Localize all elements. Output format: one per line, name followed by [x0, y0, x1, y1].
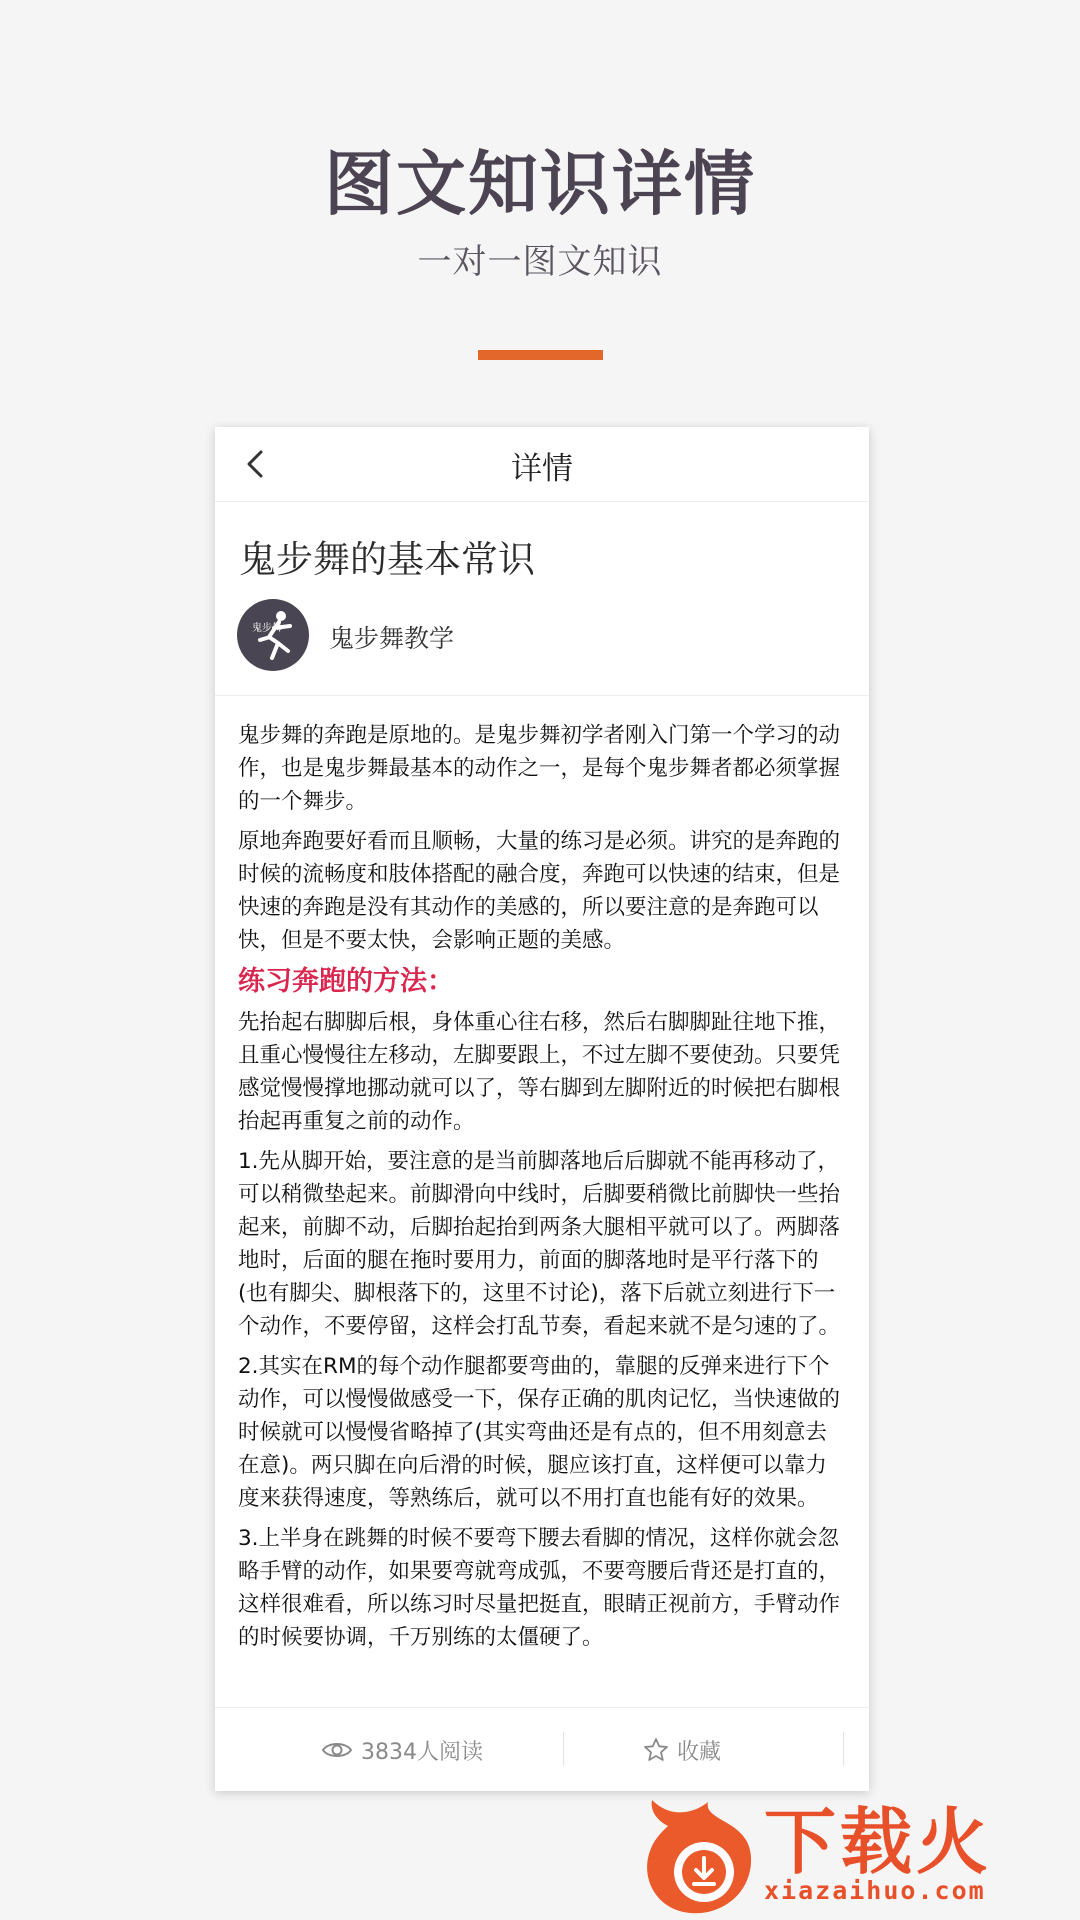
nav-title: 详情 — [511, 451, 573, 487]
article-body — [238, 719, 848, 1701]
favorite-button[interactable] — [643, 1708, 721, 1791]
article-title: 鬼步舞的基本常识 — [239, 538, 535, 581]
paragraph: 3.上半身在跳舞的时候不要弯下腰去看脚的情况，这样你就会忽略手臂的动作，如果要弯就弯成弧，不要弯腰后背还是打直的，这样很难看，所以练习时尽量把挺直，眼睛正视前方，手臂动作的时候要协调，千万别练的太僵硬了。 — [238, 1526, 841, 1650]
avatar[interactable] — [237, 599, 309, 671]
paragraph: 鬼步舞的奔跑是原地的。是鬼步舞初学者刚入门第一个学习的动作，也是鬼步舞最基本的动作之一，是每个鬼步舞者都必须掌握的一个舞步。 — [238, 723, 841, 814]
phone-screen — [215, 427, 869, 1791]
watermark-text: 下载火 — [764, 1800, 993, 1884]
star-outline-icon — [643, 1737, 669, 1763]
paragraph: 原地奔跑要好看而且顺畅，大量的练习是必须。讲究的是奔跑的时候的流畅度和肢体搭配的融合度，奔跑可以快速的结束，但是快速的奔跑是没有其动作的美感的，所以要注意的是奔跑可以快，但是不要太快，会影响正题的美感。 — [238, 829, 841, 953]
flame-logo-icon — [638, 1780, 768, 1920]
divider — [215, 695, 869, 696]
nav-bar — [215, 427, 869, 502]
dancer-icon — [237, 599, 309, 671]
paragraph: 1.先从脚开始，要注意的是当前脚落地后后脚就不能再移动了，可以稍微垫起来。前脚滑向中线时，后脚要稍微比前脚快一些抬起来，前脚不动，后脚抬起抬到两条大腿相平就可以了。两脚落地时，后面的腿在拖时要用力，前面的脚落地时是平行落下的(也有脚尖、脚根落下的，这里不讨论)，落下后就立刻进行下一个动作，不要停留，这样会打乱节奏，看起来就不是匀速的了。 — [238, 1149, 841, 1339]
section-heading: 练习奔跑的方法： — [238, 966, 454, 997]
read-count-label: 3834人阅读 — [361, 1739, 483, 1765]
bottom-bar — [215, 1707, 869, 1791]
separator — [843, 1732, 844, 1766]
favorite-label: 收藏 — [677, 1739, 722, 1765]
accent-bar — [478, 350, 603, 360]
promo-subtitle: 一对一图文知识 — [417, 242, 663, 282]
paragraph: 先抬起右脚脚后根，身体重心往右移，然后右脚脚趾往地下推，且重心慢慢往左移动，左脚要跟上，不过左脚不要使劲。只要凭感觉慢慢撑地挪动就可以了，等右脚到左脚附近的时候把右脚根抬起再重复之前的动作。 — [238, 1010, 841, 1134]
watermark — [638, 1780, 1080, 1920]
paragraph: 2.其实在RM的每个动作腿都要弯曲的，靠腿的反弹来进行下个动作，可以慢慢做感受一下，保存正确的肌肉记忆，当快速做的时候就可以慢慢省略掉了(其实弯曲还是有点的，但不用刻意去在意)。两只脚在向后滑的时候，腿应该打直，这样便可以靠力度来获得速度，等熟练后，就可以不用打直也能有好的效果。 — [238, 1354, 841, 1511]
author-name[interactable]: 鬼步舞教学 — [329, 624, 455, 653]
eye-icon — [321, 1739, 353, 1761]
avatar-label: 鬼步舞 — [252, 623, 282, 634]
separator — [563, 1732, 564, 1766]
watermark-url: xiazaihuo.com — [764, 1876, 986, 1905]
read-count — [321, 1708, 483, 1791]
promo-title: 图文知识详情 — [324, 143, 756, 225]
